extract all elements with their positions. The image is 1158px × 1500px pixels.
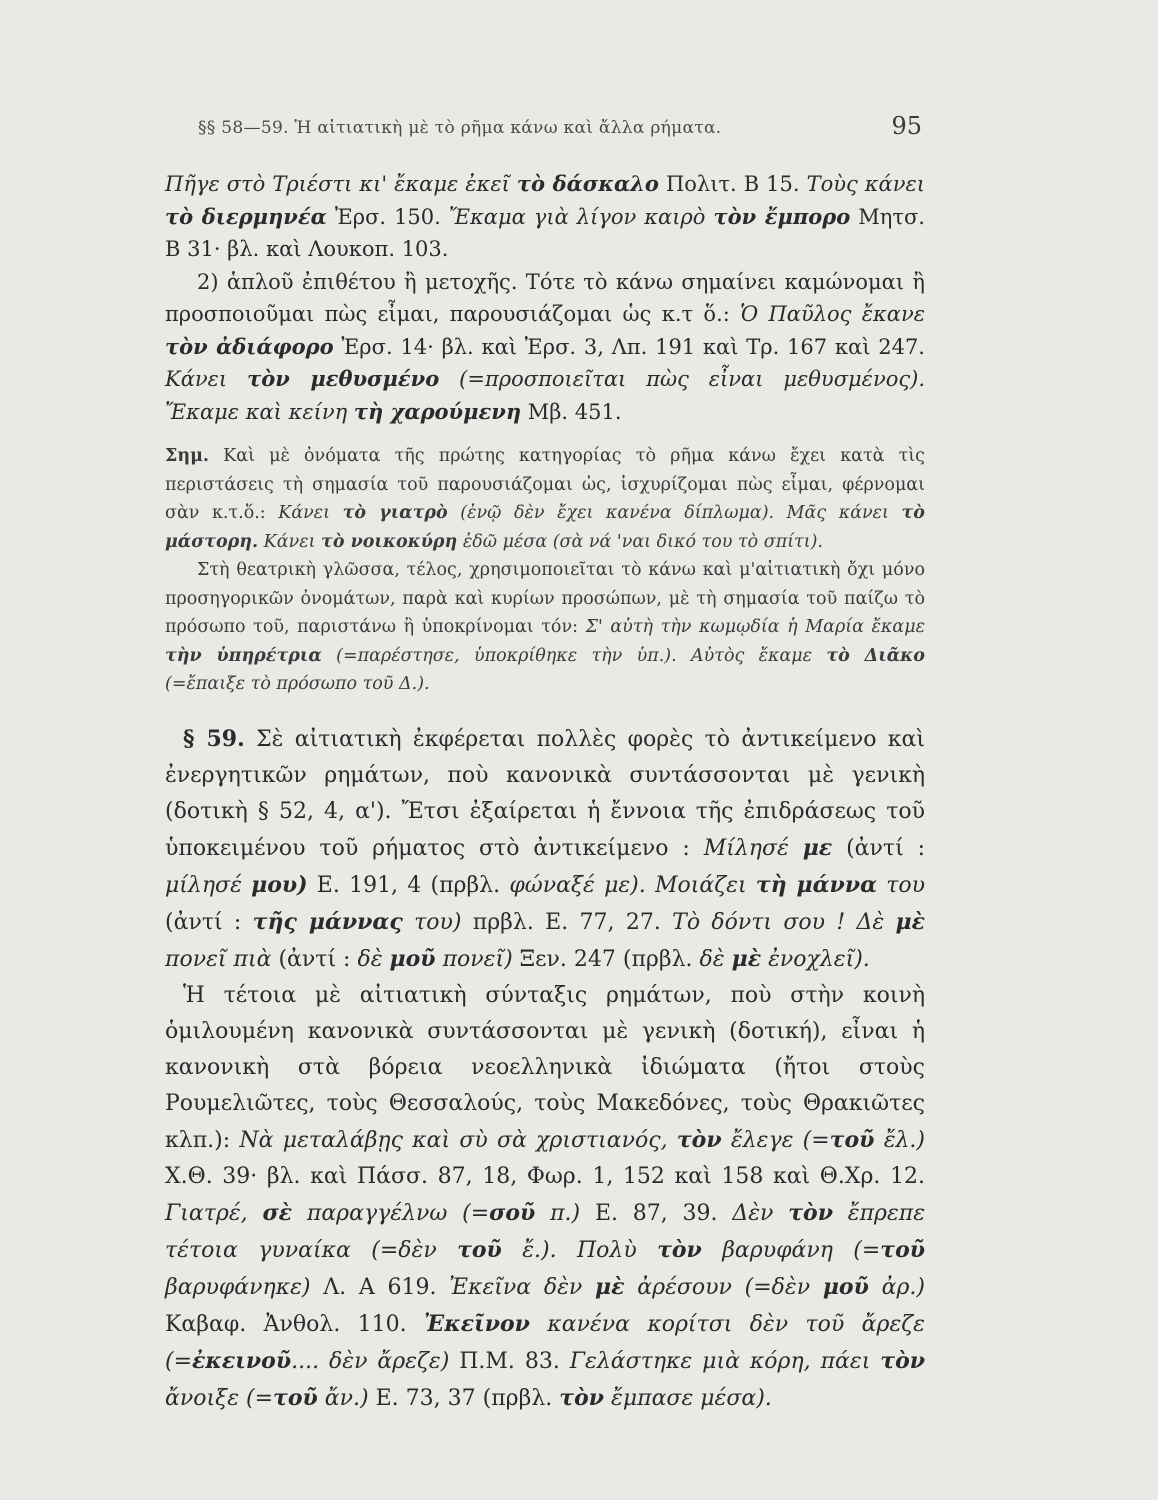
body-text: Σὲ αἰτιατικὴ ἐκφέρεται πολλὲς φορὲς τὸ ἀντικείμενο καὶ ἐνεργητικῶν ρημάτων, ποὺ κανονικὰ συντάσσονται μὲ γενικὴ (δοτικὴ § 52, 4, α'). Ἔτσι ἐξαίρεται ἡ ἔννοια τῆς ἐπιδράσεως τοῦ ὑποκειμένου τοῦ ρήματος στὸ ἀντικείμενο : bbox=[165, 726, 925, 861]
body-text: (ἀντί : bbox=[165, 909, 242, 935]
example-text: ἔ.). bbox=[522, 1237, 557, 1263]
emphasized-word: σὲ bbox=[262, 1199, 293, 1226]
example-text: Μοιάζει bbox=[655, 872, 747, 898]
example-text: (ἐνῷ δὲν ἔχει κανένα δίπλωμα). Μᾶς κάνει bbox=[460, 503, 889, 523]
example-text: του) bbox=[414, 909, 462, 935]
example-text: Σ' αὐτὴ τὴν κωμῳδία ἡ Μαρία ἔκαμε bbox=[585, 617, 925, 637]
emphasized-word: μὲ bbox=[895, 908, 926, 935]
emphasized-word: σοῦ bbox=[489, 1199, 536, 1226]
running-title: §§ 58—59. Ἡ αἰτιατικὴ μὲ τὸ ρῆμα κάνω καὶ ἄλλα ρήματα. bbox=[198, 118, 722, 138]
emphasized-word: τοῦ bbox=[829, 1126, 875, 1153]
example-text: Ὁ Παῦλος ἔκανε bbox=[740, 302, 925, 326]
example-text: ἐδῶ μέσα (σὰ νά 'ναι δικό του τὸ σπίτι). bbox=[462, 531, 823, 552]
body-text: (ἀντί : bbox=[846, 835, 926, 861]
example-text: μίλησέ bbox=[165, 872, 242, 898]
source-reference: πρβλ. Ε. 77, 27. bbox=[472, 909, 661, 935]
source-reference: Ξεν. 247 (πρβλ. bbox=[519, 946, 693, 972]
example-text: δὲ bbox=[699, 946, 725, 972]
emphasized-word: τὸ γιατρὸ bbox=[342, 503, 448, 523]
body-text: 2) ἁπλοῦ ἐπιθέτου ἢ μετοχῆς. Τότε τὸ κάνω σημαίνει καμώνομαι ἢ προσποιοῦμαι πὼς εἶμαι, παρουσιάζομαι ὡς κ.τ ὅ.: bbox=[165, 269, 925, 326]
example-text: παραγγέλνω (= bbox=[306, 1200, 490, 1226]
emphasized-word: Ἐκεῖνον bbox=[424, 1310, 530, 1337]
source-reference: Ἐρσ. 150. bbox=[334, 204, 441, 229]
example-text: ἔλ.) bbox=[883, 1127, 926, 1153]
dialects-paragraph bbox=[165, 978, 925, 1417]
example-text: (=προσποιεῖται πὼς εἶναι μεθυσμένος). Ἔκαμε καὶ κείνη bbox=[165, 367, 925, 424]
emphasized-word: τὴ χαρούμενη bbox=[353, 398, 522, 424]
section-number: § 59. bbox=[183, 725, 245, 752]
page-body bbox=[165, 168, 925, 1417]
emphasized-word: μοῦ bbox=[822, 1273, 869, 1300]
example-text: πονεῖ πιὰ bbox=[165, 946, 272, 972]
source-reference: Πολιτ. Β 15. bbox=[665, 172, 800, 196]
example-text: κανένα κορίτσι δὲν τοῦ ἄρεζε (= bbox=[165, 1311, 925, 1374]
source-reference: Μβ. 451. bbox=[527, 399, 622, 424]
paragraph-examples-1 bbox=[165, 168, 925, 266]
example-text: Πῆγε στὸ Τριέστι κι' ἔκαμε ἐκεῖ bbox=[165, 172, 510, 196]
source-reference: Ε. 73, 37 (πρβλ. bbox=[375, 1385, 553, 1411]
example-text: ἐνοχλεῖ). bbox=[768, 946, 870, 972]
emphasized-word: τὸν μεθυσμένο bbox=[247, 366, 440, 391]
emphasized-word: τὸ δάσκαλο bbox=[516, 171, 659, 196]
example-text: Ἔκαμα γιὰ λίγον καιρὸ bbox=[448, 204, 706, 229]
example-text: φώναξέ με). bbox=[509, 872, 646, 898]
example-text: Πολὺ bbox=[576, 1237, 637, 1263]
note-label: Σημ. bbox=[165, 446, 209, 466]
emphasized-word: τὸ μάστορη. bbox=[165, 503, 925, 552]
emphasized-word: τὸ Διᾶκο bbox=[826, 645, 925, 666]
example-text: ἄν.) bbox=[324, 1385, 369, 1411]
example-text: Τὸ δόντι σου ! Δὲ bbox=[672, 909, 885, 935]
emphasized-word: τὸν ἀδιάφορο bbox=[165, 333, 334, 359]
source-reference: Λ. Α 619. bbox=[323, 1274, 437, 1300]
body-text: Στὴ θεατρικὴ γλῶσσα, τέλος, χρησιμοποιεῖται τὸ κάνω καὶ μ'αἰτιατικὴ ὄχι μόνο προσηγορικῶν ὀνομάτων, παρὰ καὶ κυρίων προσώπων, μὲ τὴ σημασία τοῦ παίζω τὸ πρόσωπο τοῦ, παριστάνω ἢ ὑποκρίνομαι τόν: bbox=[165, 560, 925, 637]
example-text: Μίλησέ bbox=[703, 835, 789, 861]
example-text: Κάνει bbox=[263, 531, 316, 552]
example-text: ἔμπασε μέσα). bbox=[611, 1385, 772, 1411]
example-text: Νὰ μεταλάβῃς καὶ σὺ σὰ χριστιανός, bbox=[239, 1127, 668, 1153]
body-text: (ἀντί : bbox=[278, 946, 351, 972]
source-reference: Ἐρσ. 14· βλ. καὶ Ἐρσ. 3, Λπ. 191 καὶ Τρ. 167 καὶ 247. bbox=[341, 334, 925, 359]
emphasized-word: τοῦ bbox=[457, 1236, 502, 1263]
emphasized-word: τὸν bbox=[657, 1236, 702, 1263]
emphasized-word: μου) bbox=[251, 871, 308, 898]
emphasized-word: μὲ bbox=[731, 945, 762, 972]
example-text: πονεῖ) bbox=[442, 946, 513, 972]
page-header bbox=[190, 112, 930, 142]
page-number: 95 bbox=[891, 112, 922, 140]
emphasized-word: τὴ μάννα bbox=[755, 871, 878, 898]
example-text: Κάνει bbox=[278, 503, 331, 523]
emphasized-word: με bbox=[802, 834, 833, 861]
paragraph-point-2 bbox=[165, 266, 925, 429]
body-text: Ἡ τέτοια μὲ αἰτιατικὴ σύνταξις ρημάτων, ποὺ στὴν κοινὴ ὁμιλουμένη κανονικὰ συντάσσονται μὲ γενικὴ (δοτική), εἶναι ἡ κανονικὴ στὰ βόρεια νεοελληνικὰ ἰδιώματα (ἤτοι στοὺς Ρουμελιῶτες, τοὺς Θεσσαλούς, τοὺς Μακεδόνες, τοὺς Θρακιῶτες κλπ.): bbox=[165, 982, 925, 1153]
example-text: Ἐκεῖνα δὲν bbox=[449, 1274, 583, 1300]
emphasized-word: τὸν bbox=[880, 1347, 926, 1374]
example-text: του bbox=[886, 872, 926, 898]
example-text: ἔλεγε (= bbox=[730, 1127, 830, 1153]
example-text: .... δὲν ἄρεζε) bbox=[291, 1348, 450, 1374]
emphasized-word: μοῦ bbox=[389, 945, 436, 972]
note-paragraph-theatre bbox=[165, 556, 925, 699]
example-text: Δὲν bbox=[732, 1200, 774, 1226]
source-reference: Ε. 87, 39. bbox=[594, 1200, 718, 1226]
body-text: Καὶ μὲ ὀνόματα τῆς πρώτης κατηγορίας τὸ ρῆμα κάνω ἔχει κατὰ τὶς περιστάσεις τὴ σημασία τοῦ παρουσιάζομαι ὡς, ἰσχυρίζομαι πὼς εἶμαι, φέρνομαι σὰν κ.τ.ὅ.: bbox=[165, 446, 925, 523]
example-text: ἀρ.) bbox=[881, 1274, 925, 1300]
emphasized-word: τοῦ bbox=[273, 1384, 318, 1411]
emphasized-word: τὸ νοικοκύρη bbox=[321, 531, 458, 552]
emphasized-word: μὲ bbox=[595, 1273, 625, 1300]
emphasized-word: τὸ διερμηνέα bbox=[165, 203, 327, 229]
example-text: ἔπρεπε τέτοια γυναίκα (=δὲν bbox=[165, 1200, 926, 1263]
source-reference: Χ.Θ. 39· βλ. καὶ Πάσσ. 87, 18, Φωρ. 1, 152 καὶ 158 καὶ Θ.Χρ. 12. bbox=[165, 1163, 925, 1189]
example-text: Γιατρέ, bbox=[165, 1200, 248, 1226]
example-text: π.) bbox=[550, 1200, 581, 1226]
emphasized-word: τὸν bbox=[559, 1384, 605, 1411]
emphasized-word: τοῦ bbox=[880, 1236, 926, 1263]
example-text: (=ἔπαιξε τὸ πρόσωπο τοῦ Δ.). bbox=[165, 674, 430, 694]
example-text: Κάνει bbox=[165, 367, 228, 391]
example-text: (=παρέστησε, ὑποκρίθηκε τὴν ὑπ.). Αὐτὸς ἔκαμε bbox=[336, 645, 813, 666]
emphasized-word: τὸν bbox=[676, 1126, 722, 1153]
emphasized-word: τῆς μάννας bbox=[252, 908, 403, 935]
emphasized-word: ἐκεινοῦ bbox=[192, 1347, 292, 1374]
source-reference: Π.Μ. 83. bbox=[459, 1348, 560, 1374]
note-paragraph bbox=[165, 442, 925, 556]
example-text: δὲ bbox=[357, 946, 383, 972]
section-59-paragraph bbox=[165, 721, 925, 978]
source-reference: Μητσ. Β 31· βλ. καὶ Λουκοπ. 103. bbox=[165, 204, 925, 261]
emphasized-word: τὸν ἔμπορο bbox=[713, 203, 851, 229]
example-text: ἀρέσουν (=δὲν bbox=[637, 1274, 811, 1300]
source-reference: Καβαφ. Ἀνθολ. 110. bbox=[165, 1311, 407, 1337]
example-text: Τοὺς κάνει bbox=[806, 172, 925, 196]
example-text: Γελάστηκε μιὰ κόρη, πάει bbox=[569, 1348, 871, 1374]
emphasized-word: τὸν bbox=[788, 1199, 833, 1226]
example-text: βαρυφάνηκε) bbox=[165, 1274, 311, 1300]
source-reference: Ε. 191, 4 (πρβλ. bbox=[316, 872, 501, 898]
example-text: βαρυφάνη (= bbox=[722, 1237, 881, 1263]
example-text: ἄνοιξε (= bbox=[165, 1385, 274, 1411]
emphasized-word: τὴν ὑπηρέτρια bbox=[165, 645, 322, 666]
